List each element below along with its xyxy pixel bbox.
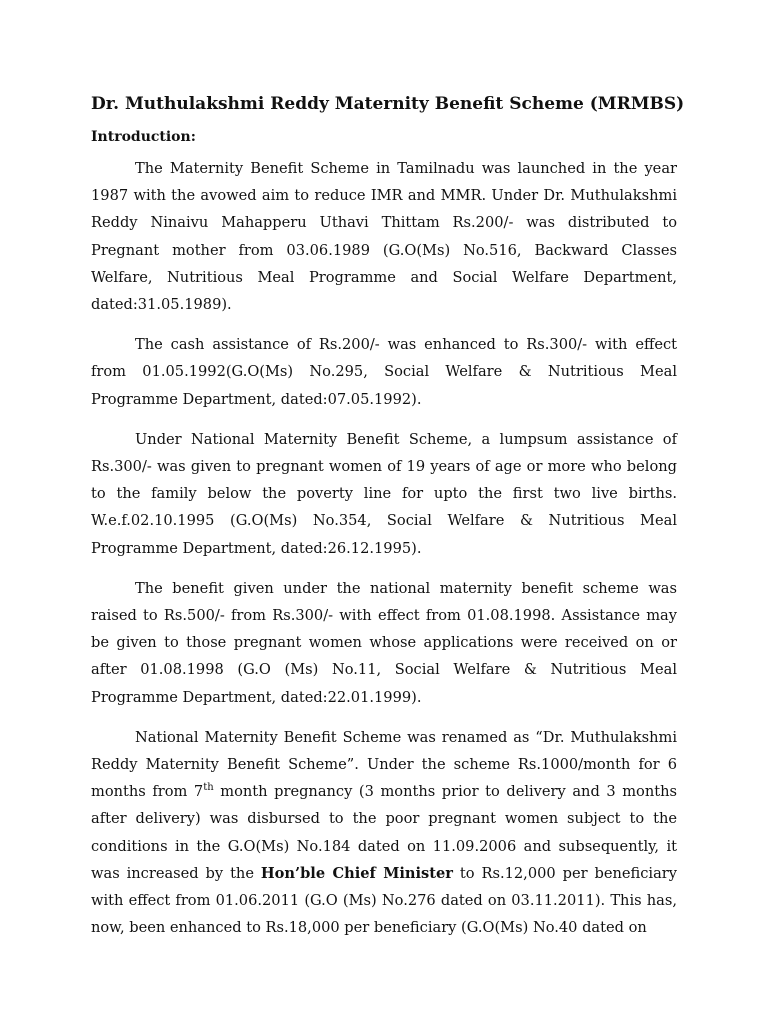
paragraph-5-text-part-2: month pregnancy (3 months prior to delivery and 3 months after delivery) was disbursed to the poor pregnant women subject to the conditions in the G.O(Ms) No.184 dated on 11.09.2006 and subsequently, it was increased by the xyxy=(91,783,677,882)
paragraph-5 xyxy=(91,724,677,942)
paragraph-5-text-part-1: National Maternity Benefit Scheme was renamed as “Dr. Muthulakshmi Reddy Maternity Benefit Scheme”. Under the scheme Rs.1000/month for 6 months from 7 xyxy=(91,728,677,801)
paragraph-4: The benefit given under the national maternity benefit scheme was raised to Rs.500/- from Rs.300/- with effect from 01.08.1998. Assistance may be given to those pregnant women whose applications were received on or after 01.08.1998 (G.O (Ms) No.11, Social Welfare & Nutritious Meal Programme Department, dated:22.01.1999). xyxy=(91,579,677,706)
paragraph-2: The cash assistance of Rs.200/- was enhanced to Rs.300/- with effect from 01.05.1992(G.O(Ms) No.295, Social Welfare & Nutritious Meal Programme Department, dated:07.05.1992). xyxy=(91,336,677,408)
bold-phrase-chief-minister: Hon’ble Chief Minister xyxy=(260,864,453,882)
section-heading-introduction: Introduction: xyxy=(91,129,196,145)
paragraph-3: Under National Maternity Benefit Scheme, a lumpsum assistance of Rs.300/- was given to pregnant women of 19 years of age or more who belong to the family below the poverty line for upto the first two live births. W.e.f.02.10.1995 (G.O(Ms) No.354, Social Welfare & Nutritious Meal Programme Department, dated:26.12.1995). xyxy=(91,430,677,557)
paragraph-5-text-part-3: to Rs.12,000 per beneficiary with effect from 01.06.2011 (G.O (Ms) No.276 dated on 03.11.2011). This has, now, been enhanced to Rs.18,000 per beneficiary (G.O(Ms) No.40 dated on xyxy=(91,864,677,937)
document-title: Dr. Muthulakshmi Reddy Maternity Benefit Scheme (MRMBS) xyxy=(91,94,685,114)
paragraph-1: The Maternity Benefit Scheme in Tamilnadu was launched in the year 1987 with the avowed aim to reduce IMR and MMR. Under Dr. Muthulakshmi Reddy Ninaivu Mahapperu Uthavi Thittam Rs.200/- was distributed to Pregnant mother from 03.06.1989 (G.O(Ms) No.516, Backward Classes Welfare, Nutritious Meal Programme and Social Welfare Department, dated:31.05.1989). xyxy=(91,160,677,314)
ordinal-superscript: th xyxy=(203,782,214,794)
